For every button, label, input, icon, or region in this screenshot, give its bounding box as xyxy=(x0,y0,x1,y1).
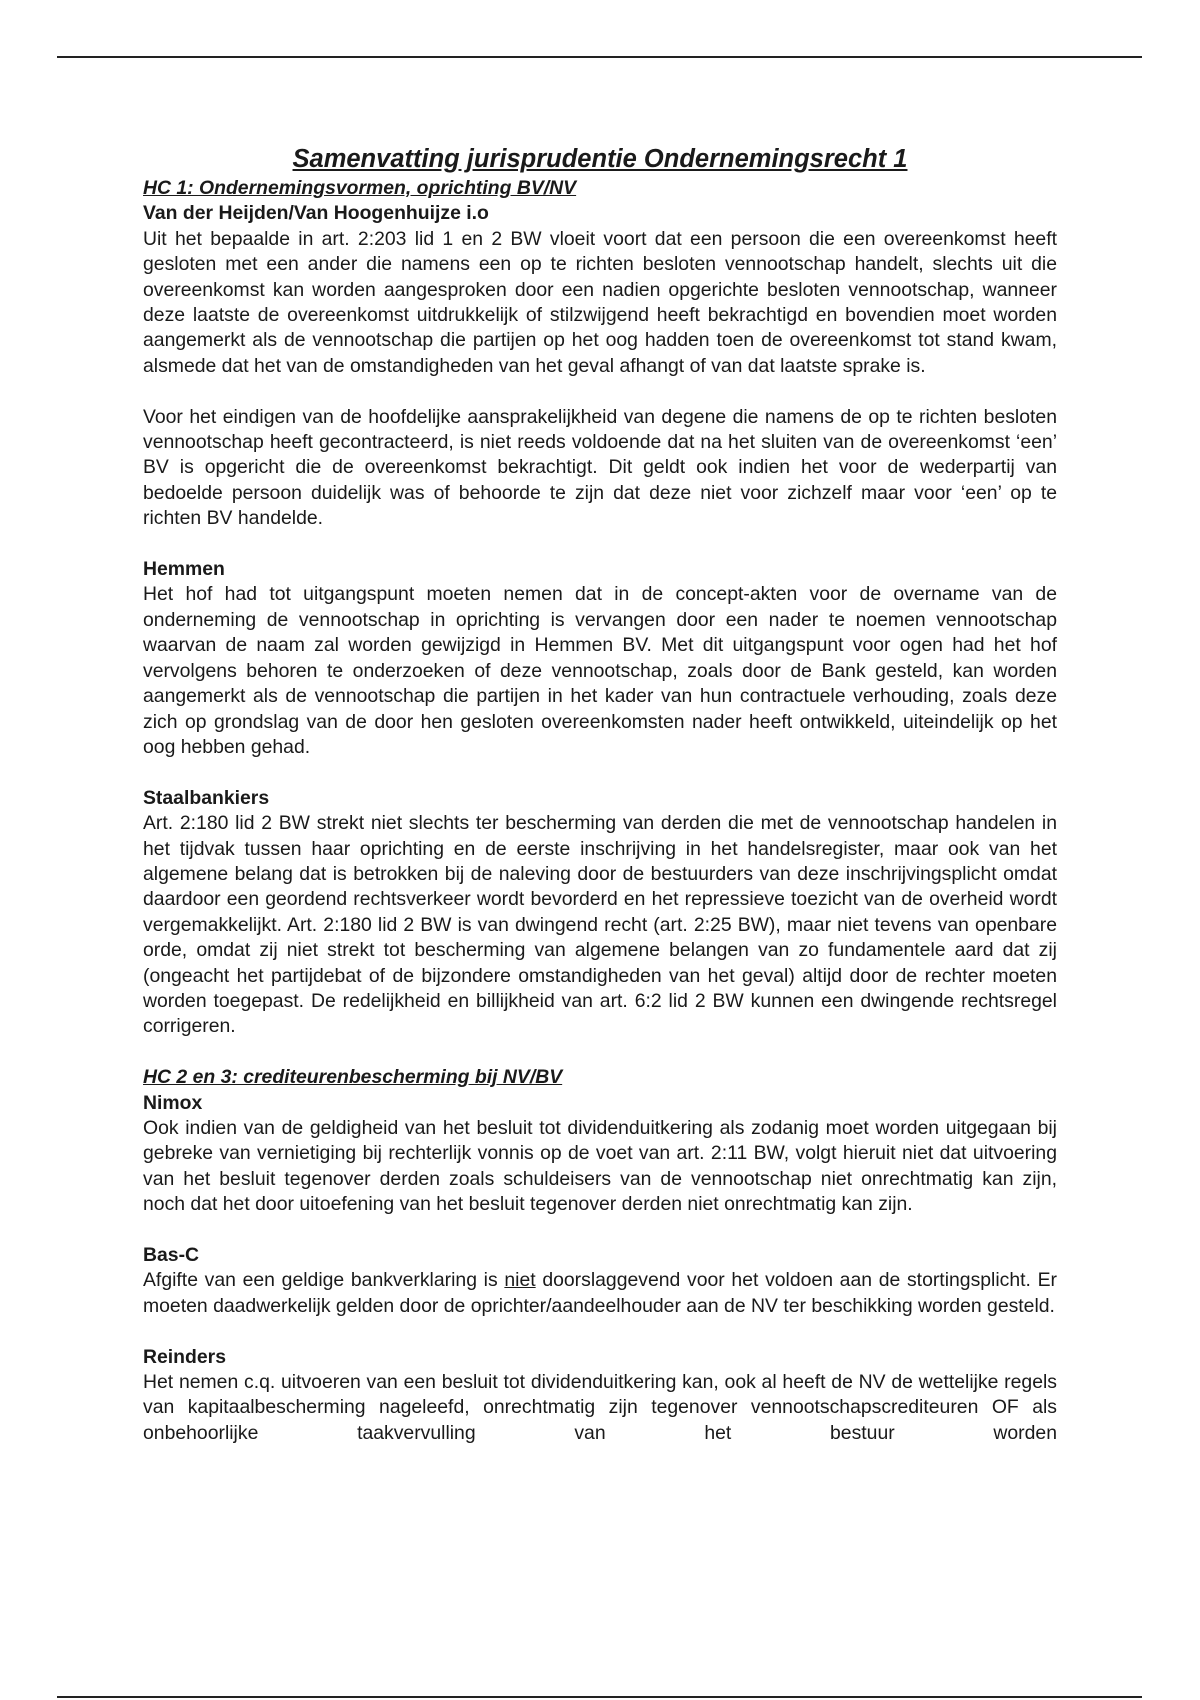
paragraph-text: Afgifte van een geldige bankverklaring is xyxy=(143,1269,505,1292)
case-paragraph xyxy=(143,1268,1057,1319)
case-title-bas-c: Bas-C xyxy=(143,1243,200,1266)
case-paragraph: Uit het bepaalde in art. 2:203 lid 1 en 2 BW vloeit voort dat een persoon die een overeenkomst heeft gesloten met een ander die namens een op te richten besloten vennootschap handelt, slechts uit die overeenkomst kan worden aangesproken door een nadien opgerichte besloten vennootschap, wanneer deze laatste de overeenkomst uitdrukkelijk of stilzwijgend heeft bekrachtigd en bovendien moet worden aangemerkt als de vennootschap die partijen op het oog hadden toen de overeenkomst tot stand kwam, alsmede dat het van de omstandigheden van het geval afhangt of van dat laatste sprake is. xyxy=(143,227,1057,377)
paragraph-gap xyxy=(143,1218,1057,1243)
paragraph-gap xyxy=(143,1319,1057,1344)
paragraph-text: doorslaggevend voor het voldoen aan de stortingsplicht. Er moeten daadwerkelijk gelden door de oprichter/aandeelhouder aan de NV ter beschikking worden gesteld. xyxy=(143,1269,1057,1317)
case-title-hemmen: Hemmen xyxy=(143,558,225,581)
case-title-staalbankiers: Staalbankiers xyxy=(143,786,270,809)
case-title-nimox: Nimox xyxy=(143,1091,203,1114)
case-paragraph: Voor het eindigen van de hoofdelijke aansprakelijkheid van degene die namens de op te richten besloten vennootschap heeft gecontracteerd, is niet reeds voldoende dat na het sluiten van de overeenkomst ‘een’ BV is opgericht die de overeenkomst bekrachtigt. Dit geldt ook indien het voor de wederpartij van bedoelde persoon duidelijk was of behoorde te zijn dat deze niet voor zichzelf maar voor ‘een’ op te richten BV handelde. xyxy=(143,405,1057,530)
underlined-emphasis: niet xyxy=(504,1269,536,1292)
section-heading-hc1: HC 1: Ondernemingsvormen, oprichting BV/NV xyxy=(143,177,577,199)
paragraph-gap xyxy=(143,379,1057,404)
section-heading-hc2-3: HC 2 en 3: crediteurenbescherming bij NV/BV xyxy=(143,1066,563,1089)
paragraph-gap xyxy=(143,532,1057,557)
case-paragraph: Het hof had tot uitgangspunt moeten nemen dat in de concept-akten voor de overname van de onderneming de vennootschap in oprichting is vervangen door een nader te noemen vennootschap waarvan de naam zal worden gewijzigd in Hemmen BV. Met dit uitgangspunt voor ogen had het hof vervolgens behoren te onderzoeken of deze vennootschap, zoals door de Bank gesteld, kan worden aangemerkt als de vennootschap die partijen in het kader van hun contractuele verhouding, zoals deze zich op grondslag van de door hen gesloten overeenkomsten nader heeft ontwikkeld, uiteindelijk op het oog hebben gehad. xyxy=(143,583,1057,758)
header-rule xyxy=(57,56,1142,58)
footer-rule xyxy=(57,1696,1142,1698)
case-title-van-der-heijden: Van der Heijden/Van Hoogenhuijze i.o xyxy=(143,202,489,225)
case-paragraph: Ook indien van de geldigheid van het besluit tot dividenduitkering als zodanig moet worden uitgegaan bij gebreke van vernietiging bij rechterlijk vonnis op de voet van art. 2:11 BW, volgt hieruit niet dat uitvoering van het besluit tegenover derden zoals schuldeisers van de vennootschap niet onrechtmatig kan zijn, noch dat het door uitoefening van het besluit tegenover derden niet onrechtmatig kan zijn. xyxy=(143,1116,1057,1216)
case-paragraph: Art. 2:180 lid 2 BW strekt niet slechts ter bescherming van derden die met de vennootschap handelen in het tijdvak tussen haar oprichting en de eerste inschrijving in het handelsregister, maar ook van het algemene belang dat is betrokken bij de naleving door de bestuurders van deze inschrijvingsplicht omdat daardoor een geordend rechtsverkeer wordt bevorderd en het repressieve toezicht van de overheid wordt vergemakkelijkt. Art. 2:180 lid 2 BW is van dwingend recht (art. 2:25 BW), maar niet tevens van openbare orde, omdat zij niet strekt tot bescherming van algemene belangen van zo fundamentele aard dat zij (ongeacht het partijdebat of de bijzondere omstandigheden van het geval) altijd door de rechter moeten worden toegepast. De redelijkheid en billijkheid van art. 6:2 lid 2 BW kunnen een dwingende rechtsregel corrigeren. xyxy=(143,812,1057,1038)
document-title: Samenvatting jurisprudentie Ondernemingsrecht 1 xyxy=(292,145,908,173)
case-title-reinders: Reinders xyxy=(143,1345,226,1368)
document-body xyxy=(143,142,1057,1446)
paragraph-gap xyxy=(143,1040,1057,1065)
paragraph-gap xyxy=(143,760,1057,785)
case-paragraph: Het nemen c.q. uitvoeren van een besluit tot dividenduitkering kan, ook al heeft de NV de wettelijke regels van kapitaalbescherming nageleefd, onrechtmatig zijn tegenover vennootschapscrediteuren OF als onbehoorlijke taakvervulling van het bestuur worden xyxy=(143,1371,1057,1444)
